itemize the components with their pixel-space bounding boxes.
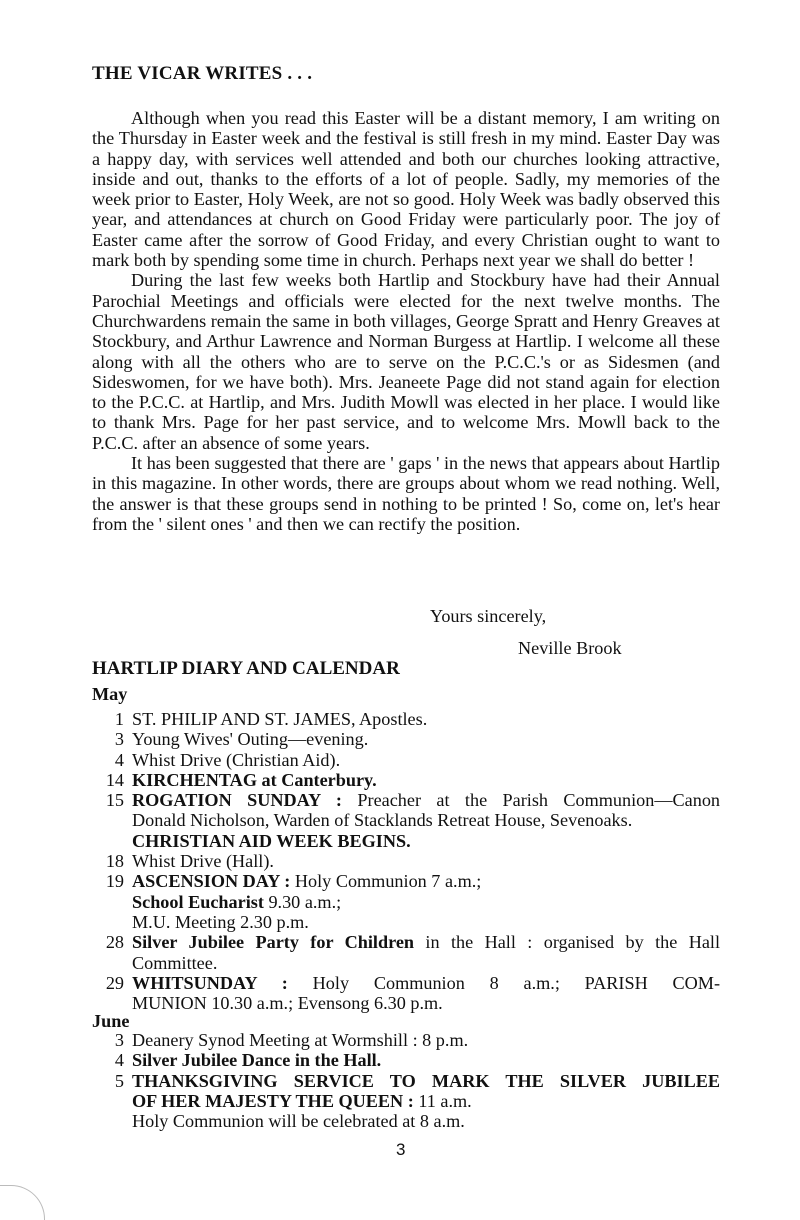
entry-day: 28 xyxy=(105,932,124,953)
entry-day: 14 xyxy=(105,769,124,790)
vicar-letter xyxy=(92,108,720,534)
letter-paragraph: Although when you read this Easter will be a distant memory, I am writing on the Thursday in Easter week and the festival is still fresh in my mind. Easter Day was a happy day, with services well attended and both our churches looking attractive, inside and out, thanks to the efforts of a lot of people. Sadly, my memories of the week prior to Easter, Holy Week, are not so good. Holy Week was badly observed this year, and attendances at church on Good Friday were particularly poor. The joy of Easter came after the sorrow of Good Friday, and every Christian ought to want to mark both by spending some time in church. Perhaps next year we shall do better ! xyxy=(92,108,720,271)
may-entries xyxy=(92,709,720,1013)
entry-day: 4 xyxy=(114,749,124,770)
entry-day: 18 xyxy=(105,851,124,872)
month-may: May xyxy=(92,684,128,704)
entry-day: 19 xyxy=(105,871,124,892)
entry-text: Deanery Synod Meeting at Wormshill : 8 p.m. xyxy=(132,1030,469,1050)
entry-text: in the Hall : organised by the Hall xyxy=(425,932,721,953)
month-june: June xyxy=(92,1011,130,1031)
entry-bold-text: Silver Jubilee Party for Children xyxy=(132,932,415,953)
letter-paragraph: It has been suggested that there are ' gaps ' in the news that appears about Hartlip in this magazine. In other words, there are groups about whom we read nothing. Well, the answer is that these groups send in nothing to be printed ! So, come on, let's hear from the ' silent ones ' and then we can rectify the position. xyxy=(92,453,720,534)
letter-signature: Neville Brook xyxy=(518,638,622,658)
entry-text: Silver Jubilee Dance in the Hall. xyxy=(132,1050,382,1071)
diary-entry xyxy=(92,932,720,973)
entry-bold-text: WHITSUNDAY : xyxy=(132,972,288,993)
vicar-letter-heading: THE VICAR WRITES . . . xyxy=(92,63,313,84)
entry-text: Holy Communion 8 a.m.; PARISH COM- xyxy=(312,972,721,993)
entry-text: Holy Communion will be celebrated at 8 a.m. xyxy=(132,1111,465,1132)
diary-entry xyxy=(92,709,720,729)
page-corner-mark xyxy=(0,1185,45,1220)
diary-entry xyxy=(92,851,720,871)
diary-entry xyxy=(92,790,720,851)
june-entries xyxy=(92,1030,720,1131)
entry-text: KIRCHENTAG at Canterbury. xyxy=(132,769,377,790)
entry-text: Committee. xyxy=(132,952,218,973)
diary-entry xyxy=(92,729,720,749)
entry-bold-text: CHRISTIAN AID WEEK BEGINS. xyxy=(132,830,411,851)
entry-text: Donald Nicholson, Warden of Stacklands Retreat House, Sevenoaks. xyxy=(132,810,633,831)
letter-closing: Yours sincerely, xyxy=(430,606,547,626)
entry-text: Whist Drive (Christian Aid). xyxy=(132,749,341,770)
entry-day: 4 xyxy=(114,1050,124,1071)
entry-text: Preacher at the Parish Communion—Canon xyxy=(357,790,721,811)
diary-entry xyxy=(92,1071,720,1132)
page-number: 3 xyxy=(396,1140,406,1159)
entry-day: 15 xyxy=(105,790,124,811)
entry-day: 5 xyxy=(114,1070,124,1091)
entry-text: MUNION 10.30 a.m.; Evensong 6.30 p.m. xyxy=(132,993,443,1014)
entry-text: 9.30 a.m.; xyxy=(268,891,342,912)
letter-paragraph: During the last few weeks both Hartlip and Stockbury have had their Annual Parochial Meetings and officials were elected for the next twelve months. The Churchwardens remain the same in both villages, George Spratt and Henry Greaves at Stockbury, and Arthur Lawrence and Norman Burgess at Hartlip. I welcome all these along with all the others who are to serve on the P.C.C.'s or as Sidesmen (and Sideswomen, for we have both). Mrs. Jeaneete Page did not stand again for election to the P.C.C. at Hartlip, and Mrs. Judith Mowll was elected in her place. I would like to thank Mrs. Page for her past service, and to welcome Mrs. Mowll back to the P.C.C. after an absence of some years. xyxy=(92,270,720,453)
entry-text: Young Wives' Outing—evening. xyxy=(132,729,369,750)
entry-text: 11 a.m. xyxy=(418,1090,472,1111)
entry-day: 1 xyxy=(114,709,124,729)
entry-bold-text: OF HER MAJESTY THE QUEEN : xyxy=(132,1090,414,1111)
diary-entry xyxy=(92,1030,720,1050)
entry-day: 3 xyxy=(114,1030,124,1050)
diary-entry xyxy=(92,973,720,1014)
entry-text: Whist Drive (Hall). xyxy=(132,851,274,872)
entry-day: 29 xyxy=(105,972,124,993)
entry-text: ST. PHILIP AND ST. JAMES, Apostles. xyxy=(132,709,428,729)
entry-bold-text: School Eucharist xyxy=(132,891,264,912)
entry-text: M.U. Meeting 2.30 p.m. xyxy=(132,911,309,932)
entry-bold-text: ASCENSION DAY : xyxy=(132,871,291,892)
diary-entry xyxy=(92,1050,720,1070)
diary-heading: HARTLIP DIARY AND CALENDAR xyxy=(92,658,400,679)
entry-day: 3 xyxy=(114,729,124,750)
diary-entry xyxy=(92,871,720,932)
entry-text: Holy Communion 7 a.m.; xyxy=(294,871,482,892)
diary-entry xyxy=(92,750,720,770)
entry-bold-text: ROGATION SUNDAY : xyxy=(132,790,342,811)
entry-bold-text: THANKSGIVING SERVICE TO MARK THE SILVER JUBILEE xyxy=(132,1070,720,1091)
diary-entry xyxy=(92,770,720,790)
